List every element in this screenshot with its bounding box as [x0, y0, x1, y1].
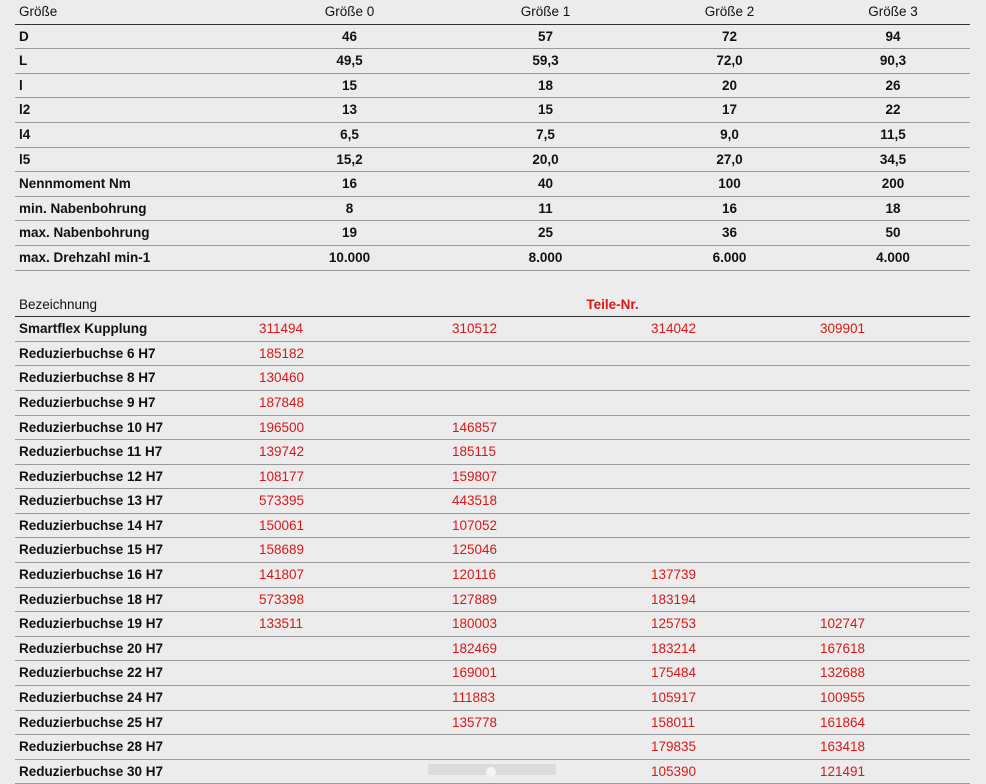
part-number-cell [812, 341, 970, 366]
size-row-label: l2 [19, 102, 31, 118]
part-number-cell: 139742 [259, 444, 305, 460]
part-number-cell: 443518 [452, 493, 498, 509]
parts-row [15, 366, 970, 391]
size-header-cell: Größe 0 [324, 4, 375, 19]
size-value-cell: 57 [537, 28, 554, 44]
part-number-cell: 121491 [820, 763, 866, 779]
size-value-cell: 9,0 [720, 126, 739, 142]
size-value-cell: 49,5 [336, 53, 363, 69]
size-row-label: Nennmoment Nm [19, 176, 131, 192]
size-value-cell: 11 [538, 200, 553, 216]
size-value-cell: 11,5 [880, 126, 906, 142]
part-number-cell [251, 686, 444, 711]
part-number-cell: 150061 [259, 517, 305, 533]
part-number-cell: 183214 [651, 640, 697, 656]
parts-header-label: Bezeichnung [19, 296, 98, 312]
size-row [15, 196, 970, 221]
part-number-cell: 120116 [452, 567, 497, 583]
parts-row [15, 661, 970, 686]
part-number-cell [643, 464, 812, 489]
size-row-label: L [19, 53, 28, 69]
part-name: Reduzierbuchse 6 H7 [19, 345, 156, 361]
part-number-cell: 167618 [820, 640, 866, 656]
part-number-cell [812, 440, 970, 465]
size-value-cell: 6,5 [340, 126, 359, 142]
size-row [15, 73, 970, 98]
scroll-to-top-tab[interactable] [428, 764, 556, 775]
part-number-cell [251, 710, 444, 735]
size-value-cell: 27,0 [716, 151, 743, 167]
part-number-cell: 127889 [452, 591, 498, 607]
part-number-cell: 309901 [820, 321, 866, 337]
part-number-cell: 107052 [452, 517, 498, 533]
size-value-cell: 16 [721, 200, 738, 216]
size-value-cell: 19 [341, 225, 358, 241]
part-number-cell: 196500 [259, 419, 305, 435]
part-number-cell [812, 563, 970, 588]
part-number-cell [444, 366, 643, 391]
part-number-cell: 187848 [259, 394, 305, 410]
size-row [15, 245, 970, 270]
part-number-cell: 100955 [820, 690, 866, 706]
parts-row [15, 538, 970, 563]
size-row [15, 98, 970, 123]
part-number-cell: 125046 [452, 542, 498, 558]
size-row [15, 172, 970, 197]
size-table-body [15, 24, 970, 270]
part-number-cell: 108177 [259, 468, 305, 484]
parts-row [15, 390, 970, 415]
part-number-cell [643, 513, 812, 538]
size-value-cell: 17 [721, 102, 738, 118]
part-name: Reduzierbuchse 14 H7 [19, 517, 164, 533]
size-value-cell: 15 [537, 102, 554, 118]
part-number-cell [444, 390, 643, 415]
size-row [15, 147, 970, 172]
parts-row [15, 636, 970, 661]
part-number-cell: 158011 [651, 714, 696, 730]
part-number-cell: 133511 [259, 616, 304, 632]
part-number-cell: 132688 [820, 665, 866, 681]
size-value-cell: 15,2 [336, 151, 363, 167]
size-row [15, 122, 970, 147]
part-number-cell: 111883 [452, 690, 496, 706]
size-value-cell: 200 [881, 176, 905, 192]
part-name: Reduzierbuchse 25 H7 [19, 714, 164, 730]
part-number-cell: 105917 [651, 690, 697, 706]
part-number-cell: 159807 [452, 468, 498, 484]
part-number-cell: 314042 [651, 321, 697, 337]
part-number-cell: 311494 [259, 321, 304, 337]
size-row-label: max. Nabenbohrung [19, 225, 150, 241]
size-value-cell: 8.000 [528, 249, 563, 265]
parts-header-row [15, 293, 970, 317]
parts-row [15, 513, 970, 538]
size-value-cell: 36 [721, 225, 738, 241]
part-number-cell [643, 440, 812, 465]
size-header-cell: Größe [19, 4, 58, 19]
size-row [15, 49, 970, 74]
size-value-cell: 20,0 [532, 151, 559, 167]
size-value-cell: 46 [341, 28, 358, 44]
size-value-cell: 50 [885, 225, 901, 241]
part-name: Reduzierbuchse 11 H7 [19, 444, 163, 460]
size-value-cell: 22 [885, 102, 901, 118]
size-header-cell: Größe 2 [704, 4, 755, 19]
parts-table-body [15, 317, 970, 784]
part-number-cell: 573395 [259, 493, 305, 509]
parts-row [15, 464, 970, 489]
part-number-cell: 179835 [651, 739, 697, 755]
part-number-cell [643, 489, 812, 514]
part-number-cell: 141807 [259, 567, 305, 583]
part-number-cell [444, 341, 643, 366]
parts-row [15, 440, 970, 465]
part-number-cell: 146857 [452, 419, 498, 435]
part-number-cell [812, 489, 970, 514]
part-name: Reduzierbuchse 28 H7 [19, 739, 164, 755]
part-number-cell [251, 735, 444, 760]
part-number-cell [643, 415, 812, 440]
size-value-cell: 18 [885, 200, 901, 216]
parts-row [15, 735, 970, 760]
size-row-label: l5 [19, 151, 31, 167]
parts-row [15, 489, 970, 514]
size-value-cell: 40 [537, 176, 554, 192]
part-number-cell [812, 464, 970, 489]
part-number-cell [812, 538, 970, 563]
part-number-cell [812, 366, 970, 391]
size-value-cell: 18 [537, 77, 554, 93]
part-number-cell: 130460 [259, 370, 305, 386]
part-name: Reduzierbuchse 13 H7 [19, 493, 164, 509]
part-name: Reduzierbuchse 20 H7 [19, 640, 164, 656]
size-table [15, 0, 970, 271]
table-spacer [15, 271, 970, 293]
part-number-cell: 185182 [259, 345, 305, 361]
size-value-cell: 72 [721, 28, 738, 44]
size-value-cell: 7,5 [536, 126, 555, 142]
part-number-cell [643, 366, 812, 391]
part-number-cell: 137739 [651, 567, 697, 583]
part-name: Reduzierbuchse 10 H7 [19, 419, 164, 435]
part-name: Reduzierbuchse 22 H7 [19, 665, 164, 681]
part-number-cell: 169001 [452, 665, 498, 681]
size-header-cell: Größe 1 [520, 4, 571, 19]
part-name: Reduzierbuchse 8 H7 [19, 370, 156, 386]
part-name: Smartflex Kupplung [19, 321, 148, 337]
size-row [15, 221, 970, 246]
size-header-row [15, 0, 970, 24]
size-value-cell: 4.000 [876, 249, 910, 265]
part-number-cell [812, 415, 970, 440]
size-header-cell: Größe 3 [868, 4, 918, 19]
parts-row [15, 563, 970, 588]
part-number-cell [812, 390, 970, 415]
part-number-cell: 125753 [651, 616, 697, 632]
part-number-cell [812, 513, 970, 538]
size-value-cell: 25 [537, 225, 554, 241]
size-row-label: l [19, 77, 23, 93]
part-number-cell: 310512 [452, 321, 498, 337]
size-value-cell: 15 [341, 77, 358, 93]
parts-row [15, 612, 970, 637]
part-number-cell [643, 341, 812, 366]
size-row-label: min. Nabenbohrung [19, 200, 147, 216]
part-number-cell: 183194 [651, 591, 697, 607]
size-value-cell: 100 [718, 176, 741, 192]
part-number-cell: 161864 [820, 714, 866, 730]
part-number-cell [251, 636, 444, 661]
scroll-indicator-icon [486, 767, 496, 777]
parts-row [15, 587, 970, 612]
part-number-cell [812, 587, 970, 612]
size-row-label: max. Drehzahl min-1 [19, 249, 151, 265]
parts-row [15, 415, 970, 440]
part-name: Reduzierbuchse 9 H7 [19, 394, 156, 410]
part-name: Reduzierbuchse 19 H7 [19, 616, 164, 632]
parts-row [15, 341, 970, 366]
size-row [15, 24, 970, 49]
size-value-cell: 26 [885, 77, 901, 93]
size-value-cell: 90,3 [879, 53, 907, 69]
part-name: Reduzierbuchse 30 H7 [19, 763, 164, 779]
part-name: Reduzierbuchse 18 H7 [19, 591, 164, 607]
part-number-cell: 180003 [452, 616, 498, 632]
parts-table [15, 293, 970, 784]
size-row-label: l4 [19, 126, 31, 142]
size-value-cell: 13 [341, 102, 358, 118]
part-name: Reduzierbuchse 12 H7 [19, 468, 164, 484]
part-name: Reduzierbuchse 24 H7 [19, 690, 164, 706]
part-number-cell: 185115 [452, 444, 497, 460]
part-number-cell: 175484 [651, 665, 697, 681]
part-number-cell: 158689 [259, 542, 305, 558]
part-number-cell: 102747 [820, 616, 866, 632]
size-value-cell: 94 [885, 28, 901, 44]
size-value-cell: 6.000 [712, 249, 747, 265]
part-number-cell [643, 538, 812, 563]
part-number-cell: 135778 [452, 714, 498, 730]
part-number-cell [251, 661, 444, 686]
part-number-cell: 573398 [259, 591, 305, 607]
parts-row [15, 686, 970, 711]
content [15, 0, 970, 784]
parts-row [15, 317, 970, 342]
part-number-cell: 163418 [820, 739, 866, 755]
size-value-cell: 34,5 [879, 151, 907, 167]
part-number-cell: 182469 [452, 640, 498, 656]
size-value-cell: 8 [345, 200, 354, 216]
part-number-cell [444, 735, 643, 760]
size-value-cell: 10.000 [328, 249, 371, 265]
part-name: Reduzierbuchse 15 H7 [19, 542, 164, 558]
size-value-cell: 59,3 [532, 53, 559, 69]
size-value-cell: 16 [341, 176, 358, 192]
part-name: Reduzierbuchse 16 H7 [19, 567, 164, 583]
part-number-cell: 105390 [651, 763, 697, 779]
size-value-cell: 72,0 [716, 53, 743, 69]
parts-row [15, 710, 970, 735]
part-number-cell [251, 759, 444, 784]
part-number-cell [643, 390, 812, 415]
size-row-label: D [19, 28, 29, 44]
parts-header-group: Teile-Nr. [586, 296, 639, 312]
size-value-cell: 20 [721, 77, 738, 93]
